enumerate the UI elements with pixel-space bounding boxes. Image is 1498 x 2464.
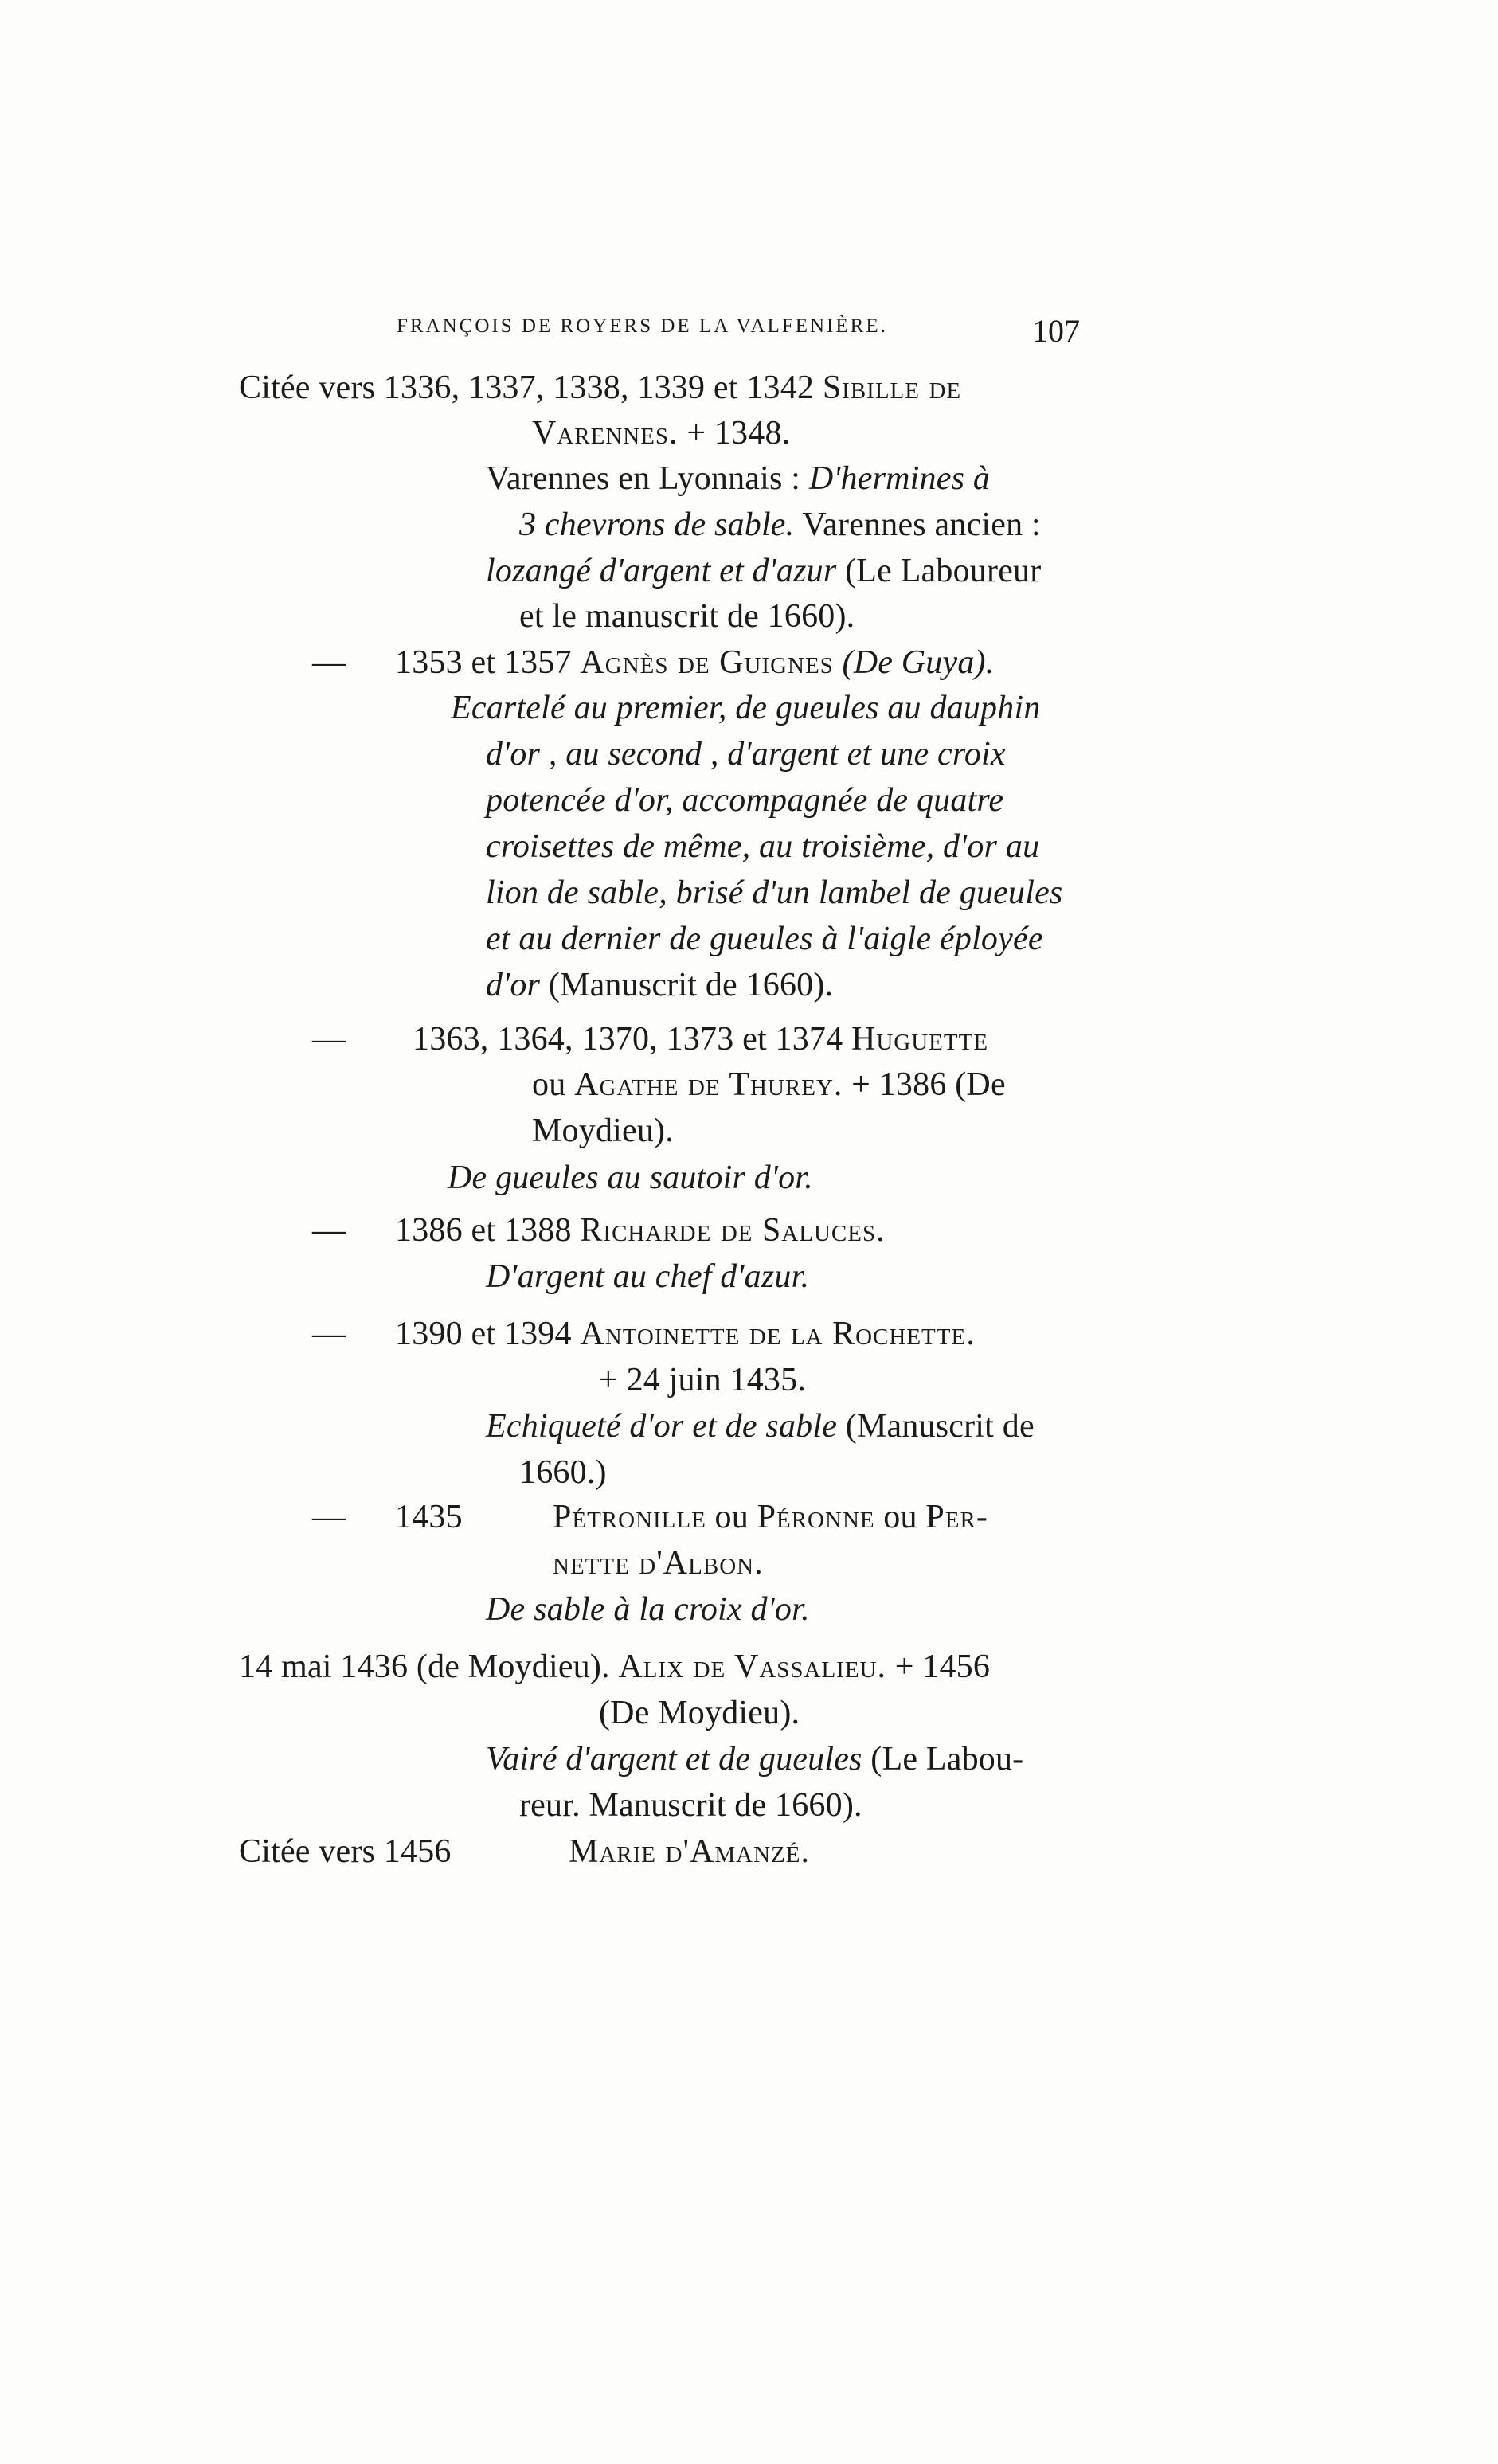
person-name: Agathe de Thurey. — [574, 1066, 843, 1103]
entry-alix-line-2: (De Moydieu). — [599, 1695, 800, 1731]
death-date: + 1386 (De — [843, 1066, 1006, 1103]
entry-sibille-line-2 — [532, 410, 790, 456]
text: ou — [874, 1499, 926, 1535]
blazon-text: d'or — [486, 967, 541, 1003]
text: Varennes en Lyonnais : — [486, 460, 809, 497]
entry-sibille-line-4 — [519, 502, 1041, 548]
variant-name: (De Guya). — [833, 644, 995, 681]
person-name: Péronne — [757, 1499, 875, 1535]
entry-antoinette-death: + 24 juin 1435. — [599, 1362, 807, 1398]
entry-sibille-line-3 — [486, 456, 990, 502]
entry-agnes-line-1 — [395, 639, 994, 686]
entry-date: 1353 et 1357 — [395, 644, 581, 681]
entry-date: Citée vers 1336, 1337, 1338, 1339 et 1342 — [239, 370, 823, 406]
person-name: Pétronille — [553, 1499, 706, 1535]
person-name: Huguette — [851, 1021, 989, 1058]
entry-petronille-line-1 — [553, 1494, 988, 1540]
person-name: Antoinette de la Rochette. — [580, 1316, 976, 1352]
text: ou — [706, 1499, 757, 1535]
entry-agnes-blazon-3: potencée d'or, accompagnée de quatre — [486, 782, 1004, 819]
entry-huguette-blazon: De gueules au sautoir d'or. — [448, 1160, 813, 1196]
entry-marie-date: Citée vers 1456 — [239, 1833, 452, 1870]
page-number: 107 — [1032, 313, 1080, 349]
entry-richarde-line-1 — [395, 1207, 886, 1254]
entry-petronille-name-2: nette d'Albon. — [553, 1545, 764, 1582]
entry-agnes-blazon-5: lion de sable, brisé d'un lambel de gueules — [486, 874, 1063, 911]
entry-antoinette-line-1 — [395, 1311, 976, 1357]
entry-date: 1386 et 1388 — [395, 1212, 581, 1249]
entry-dash: — — [312, 1212, 346, 1249]
entry-agnes-blazon-6: et au dernier de gueules à l'aigle éployée — [486, 921, 1043, 957]
entry-agnes-blazon-4: croisettes de même, au troisième, d'or au — [486, 828, 1040, 865]
text: ou — [532, 1066, 575, 1103]
entry-dash: — — [312, 1021, 346, 1058]
entry-richarde-blazon: D'argent au chef d'azur. — [486, 1258, 810, 1295]
entry-sibille-line-1 — [239, 365, 961, 411]
blazon-text: Echiqueté d'or et de sable — [486, 1408, 838, 1445]
running-header: FRANÇOIS DE ROYERS DE LA VALFENIÈRE. — [397, 315, 888, 337]
person-name: Per- — [925, 1499, 988, 1535]
entry-huguette-line-2 — [532, 1062, 1006, 1108]
source-text: (Manuscrit de — [837, 1408, 1035, 1445]
entry-alix-line-4: reur. Manuscrit de 1660). — [519, 1787, 862, 1824]
blazon-text: 3 chevrons de sable. — [519, 506, 795, 543]
person-name: Sibille de — [822, 370, 962, 406]
entry-date: 1390 et 1394 — [395, 1316, 581, 1352]
entry-agnes-line-8 — [486, 962, 833, 1008]
person-name: Richarde de Saluces. — [580, 1212, 886, 1249]
entry-agnes-blazon-2: d'or , au second , d'argent et une croix — [486, 736, 1006, 772]
entry-date: 14 mai 1436 (de Moydieu). — [239, 1649, 619, 1685]
entry-sibille-line-5 — [486, 548, 1041, 594]
entry-antoinette-line-4: 1660.) — [519, 1454, 607, 1491]
person-name: Agnès de Guignes — [580, 644, 834, 681]
death-date: + 1456 — [886, 1649, 991, 1685]
entry-antoinette-line-3 — [486, 1403, 1035, 1449]
entry-petronille-blazon: De sable à la croix d'or. — [486, 1591, 810, 1628]
entry-agnes-blazon-1: Ecartelé au premier, de gueules au dauphin — [451, 690, 1041, 726]
entry-huguette-line-1 — [413, 1016, 988, 1062]
source-text: et le manuscrit de 1660). — [519, 598, 855, 635]
person-name: Alix de Vassalieu. — [618, 1649, 886, 1685]
blazon-text: lozangé d'argent et d'azur — [486, 553, 837, 589]
entry-date: 1363, 1364, 1370, 1373 et 1374 — [413, 1021, 852, 1058]
entry-alix-line-3 — [486, 1736, 1023, 1782]
entry-alix-line-1 — [239, 1644, 990, 1690]
death-date: + 1348. — [678, 415, 791, 452]
source-text: (Le Laboureur — [836, 553, 1042, 589]
entry-marie-name: Marie d'Amanzé. — [569, 1833, 810, 1870]
entry-dash: — — [312, 1499, 346, 1535]
blazon-text: Vairé d'argent et de gueules — [486, 1741, 862, 1778]
entry-dash: — — [312, 1316, 346, 1352]
person-name: Varennes. — [532, 415, 679, 452]
blazon-text: D'hermines à — [808, 460, 991, 497]
entry-sibille-line-6 — [519, 593, 855, 639]
source-text: (Le Labou- — [862, 1741, 1024, 1778]
source-text: (Manuscrit de 1660). — [540, 967, 834, 1003]
text: Varennes ancien : — [794, 506, 1041, 543]
entry-petronille-date: 1435 — [395, 1499, 463, 1535]
entry-dash: — — [312, 644, 346, 681]
entry-huguette-line-3: Moydieu). — [532, 1113, 674, 1149]
